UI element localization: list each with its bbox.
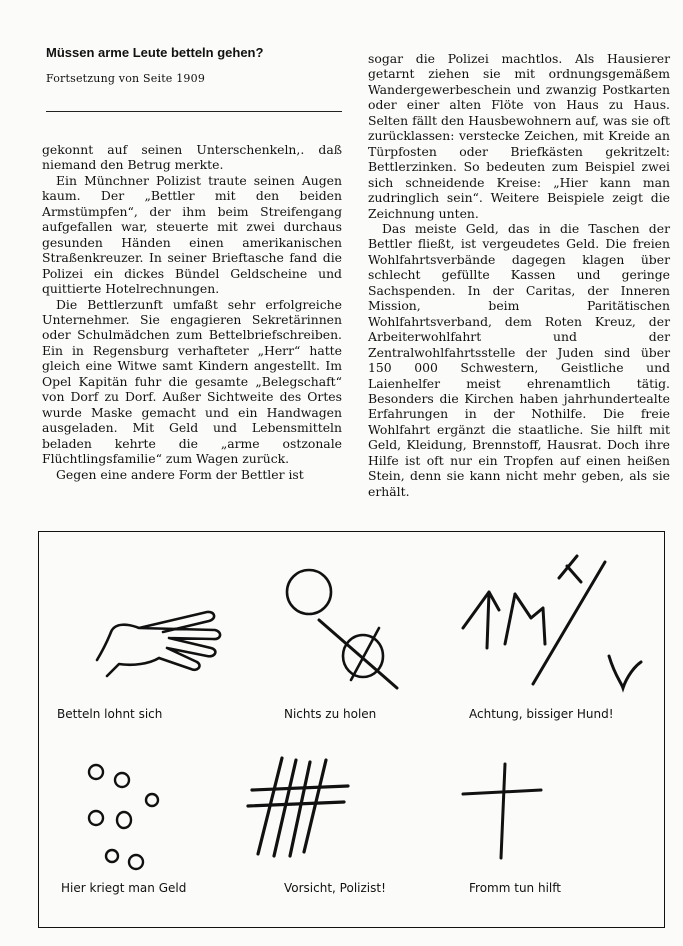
beggar-signs-figure xyxy=(38,531,665,928)
hand-icon xyxy=(89,602,229,682)
paragraph: Das meiste Geld, das in die Taschen der Bettler fließt, ist vergeudetes Geld. Die freien Wohlfahrtsverbände dagegen klagen über schlecht gefüllte Kassen und geringe Sachspenden. In der Caritas, der Inneren Mission, beim Paritätischen Wohlfahrtsverband, dem Roten Kreuz, der Arbeiterwohlfahrt und der Zentralwohlfahrtsstelle der Juden sind über 150 000 Schwestern, Geistliche und Laienhelfer meist ehrenamtlich tätig. Besonders die Kirchen haben jahrhundertealte Erfahrungen in der Nothilfe. Die freie Wohlfahrt ergänzt die staatliche. Sie hilft mit Geld, Kleidung, Brennstoff, Hausrat. Doch ihre Hilfe ist oft nur ein Tropfen auf einen heißen Stein, denn sie kann nicht mehr geben, als sie erhält. xyxy=(368,220,670,499)
article-title: Müssen arme Leute betteln gehen? xyxy=(46,45,264,60)
symbol-caption: Achtung, bissiger Hund! xyxy=(469,707,614,721)
paragraph: sogar die Polizei machtlos. Als Hausierer getarnt ziehen sie mit ordnungsgemäßem Wandergewerbeschein und zwanzig Postkarten oder einer alten Flöte von Haus zu Haus. Selten fällt den Hausbewohnern auf, was sie oft zurücklassen: verstecke Zeichen, mit Kreide an Türpfosten oder Briefkästen gekritzelt: Bettlerzinken. So bedeuten zum Beispiel zwei sich schneidende Kreise: „Hier kann man zudringlich sein“. Weitere Beispiele zeigt die Zeichnung unten. xyxy=(368,51,670,221)
symbol-caption: Fromm tun hilft xyxy=(469,881,561,895)
divider-rule xyxy=(46,111,342,112)
circle-slash-crossed-circle-icon xyxy=(279,560,409,690)
symbol-caption: Betteln lohnt sich xyxy=(57,707,163,721)
dog-warning-sign-icon xyxy=(459,552,649,697)
scattered-circles-icon xyxy=(84,762,174,872)
symbol-caption: Hier kriegt man Geld xyxy=(61,881,187,895)
left-column xyxy=(42,142,342,482)
symbol-caption: Nichts zu holen xyxy=(284,707,377,721)
continuation-note: Fortsetzung von Seite 1909 xyxy=(46,72,206,85)
paragraph: gekonnt auf seinen Unterschenkeln,. daß niemand den Betrug merkte. xyxy=(42,142,342,173)
paragraph: Die Bettlerzunft umfaßt sehr erfolgreiche Unternehmer. Sie engagieren Sekretärinnen oder Schulmädchen zum Bettelbriefschreiben. Ein in Regensburg verhafteter „Herr“ hatte gleich eine Witwe samt Kindern angestellt. Im Opel Kapitän fuhr die gesamte „Belegschaft“ von Dorf zu Dorf. Außer Sichtweite des Ortes wurde Maske gemacht und ein Handwagen ausgeladen. Mit Geld und Lebensmitteln beladen kehrte die „arme ostzonale Flüchtlingsfamilie“ zum Wagen zurück. xyxy=(42,296,342,467)
cross-icon xyxy=(459,760,549,860)
paragraph: Gegen eine andere Form der Bettler ist xyxy=(56,466,304,482)
symbol-caption: Vorsicht, Polizist! xyxy=(284,881,386,895)
right-column xyxy=(368,51,670,499)
hash-grid-icon xyxy=(244,752,354,862)
paragraph: Ein Münchner Polizist traute seinen Augen kaum. Der „Bettler mit den beiden Armstümpfen“, der ihm beim Streifengang aufgefallen war, steuerte mit zwei durchaus gesunden Händen einen amerikanischen Straßenkreuzer. In seiner Brieftasche fand die Polizei ein dickes Bündel Geldscheine und quittierte Hotelrechnungen. xyxy=(42,172,342,297)
